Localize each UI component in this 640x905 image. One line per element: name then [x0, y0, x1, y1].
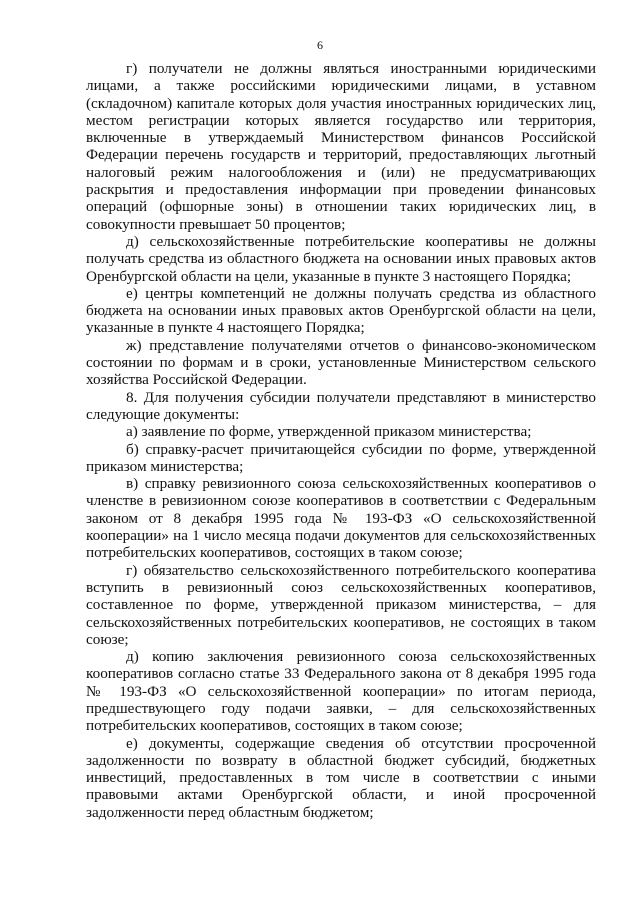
paragraph-g-foreign-entities: г) получатели не должны являться иностранными юридическими лицами, а также российскими юридическими лицами, в уставном (складочном) капитале которых доля участия иностранных юридических лиц, местом регистрации которых является государство или территория, включенные в утверждаемый Министерством финансов Российской Федерации перечень государств и территорий, предоставляющих льготный налоговый режим налогообложения и (или) не предусматривающих раскрытия и предоставления информации при проведении финансовых операций (офшорные зоны) в отношении таких юридических лиц, в совокупности превышает 50 процентов;	[86, 60, 596, 233]
document-body	[86, 60, 596, 821]
page-number: 6	[317, 38, 323, 52]
paragraph-d-audit-conclusion: д) копию заключения ревизионного союза сельскохозяйственных кооперативов согласно статье 33 Федерального закона от 8 декабря 1995 года № 193-ФЗ «О сельскохозяйственной кооперации» по итогам периода, предшествующего году подачи заявки, – для сельскохозяйственных потребительских кооперативов, состоящих в таком союзе;	[86, 648, 596, 735]
paragraph-d-cooperatives: д) сельскохозяйственные потребительские кооперативы не должны получать средства из областного бюджета на основании иных правовых актов Оренбургской области на цели, указанные в пункте 3 настоящего Порядка;	[86, 232, 596, 285]
paragraph-v-union-certificate: в) справку ревизионного союза сельскохозяйственных кооперативов о членстве в ревизионном союзе кооперативов в соответствии с Федеральным законом от 8 декабря 1995 года № 193-ФЗ «О сельскохозяйственной кооперации» на 1 число месяца подачи документов для сельскохозяйственных потребительских кооперативов, состоящих в таком союзе;	[86, 475, 596, 562]
paragraph-a-application: а) заявление по форме, утвержденной приказом министерства;	[126, 423, 532, 441]
paragraph-b-calculation: б) справку-расчет причитающейся субсидии по форме, утвержденной приказом министерства;	[86, 440, 596, 475]
paragraph-e-debt-documents: е) документы, содержащие сведения об отсутствии просроченной задолженности по возврату в областной бюджет субсидий, бюджетных инвестиций, предоставленных в том числе в соответствии с иными правовыми актами Оренбургской области, и иной просроченной задолженности перед областным бюджетом;	[86, 734, 596, 821]
paragraph-g-obligation: г) обязательство сельскохозяйственного потребительского кооператива вступить в ревизионный союз сельскохозяйственных кооперативов, составленное по форме, утвержденной приказом министерства, – для сельскохозяйственных потребительских кооперативов, не состоящих в таком союзе;	[86, 561, 596, 648]
paragraph-e-competence-centers: е) центры компетенций не должны получать средства из областного бюджета на основании иных правовых актов Оренбургской области на цели, указанные в пункте 4 настоящего Порядка;	[86, 284, 596, 337]
paragraph-zh-reports: ж) представление получателями отчетов о финансово-экономическом состоянии по формам и в сроки, установленные Министерством сельского хозяйства Российской Федерации.	[86, 336, 596, 389]
paragraph-8-documents: 8. Для получения субсидии получатели представляют в министерство следующие документы:	[86, 388, 596, 423]
